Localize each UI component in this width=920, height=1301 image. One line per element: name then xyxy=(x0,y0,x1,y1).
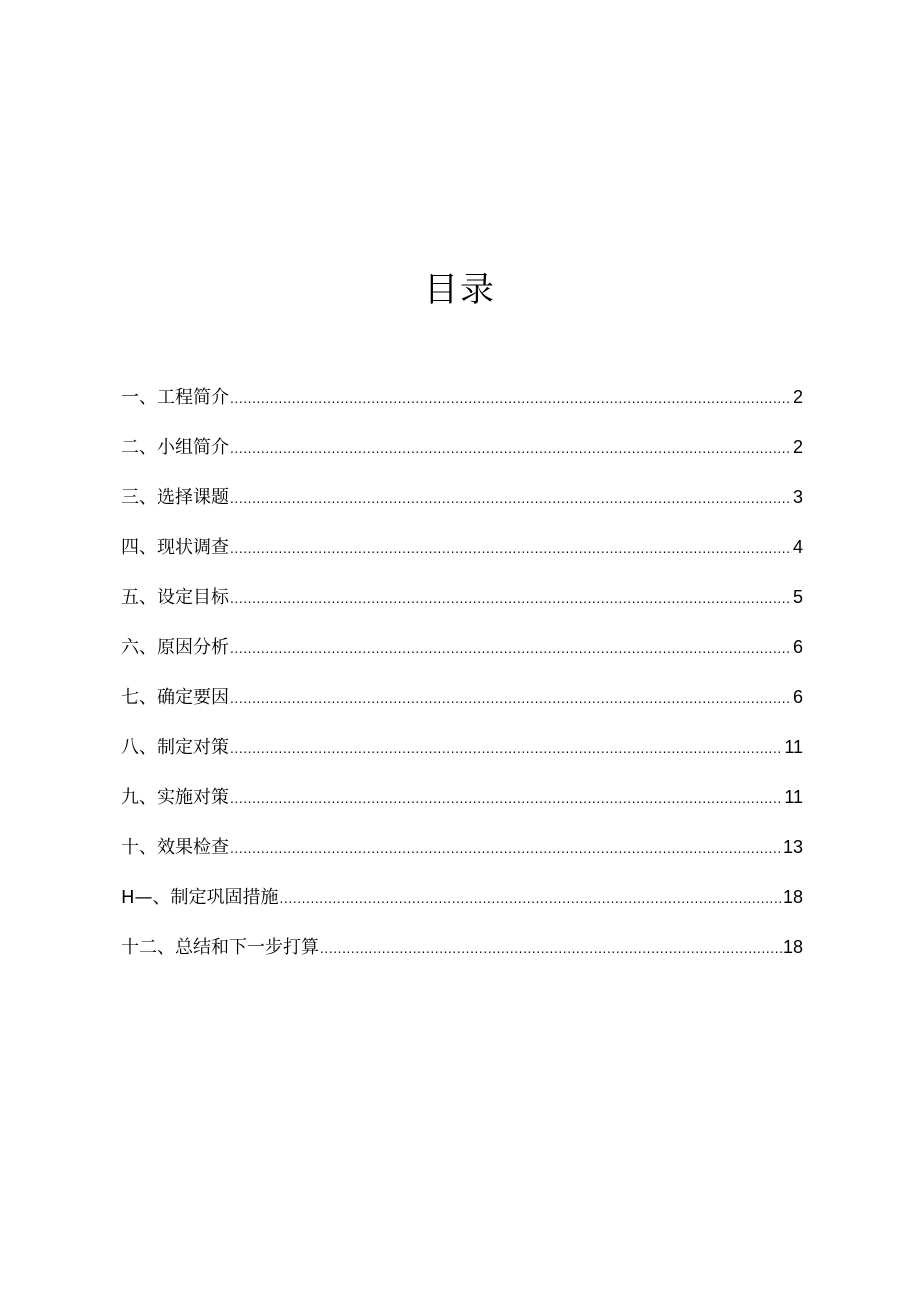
toc-page-number: 2 xyxy=(792,387,803,407)
toc-dot-leader xyxy=(230,836,782,862)
toc-page-number: 13 xyxy=(782,837,803,857)
toc-entry[interactable] xyxy=(121,584,803,634)
toc-entry-label: 九、实施对策 xyxy=(121,787,229,808)
toc-entry[interactable] xyxy=(121,884,803,934)
table-of-contents xyxy=(121,384,803,984)
toc-page-number: 4 xyxy=(792,537,803,557)
toc-entry-label: 二、小组简介 xyxy=(121,437,229,458)
toc-dot-leader xyxy=(230,786,783,812)
toc-page-number: 18 xyxy=(782,887,803,907)
toc-entry[interactable] xyxy=(121,484,803,534)
toc-entry[interactable] xyxy=(121,434,803,484)
toc-entry[interactable] xyxy=(121,384,803,434)
toc-page-number: 18 xyxy=(782,937,803,957)
toc-dot-leader xyxy=(320,936,782,962)
toc-entry[interactable] xyxy=(121,534,803,584)
toc-entry-label: 八、制定对策 xyxy=(121,737,229,758)
toc-entry-label: 六、原因分析 xyxy=(121,637,229,658)
toc-page-number: 11 xyxy=(784,737,803,757)
toc-entry[interactable] xyxy=(121,684,803,734)
toc-dot-leader xyxy=(230,486,792,512)
toc-page-number: 2 xyxy=(792,437,803,457)
toc-page-number: 6 xyxy=(792,687,803,707)
toc-entry-label: 五、设定目标 xyxy=(121,587,229,608)
toc-dot-leader xyxy=(230,586,792,612)
toc-dot-leader xyxy=(230,536,792,562)
toc-entry-label: 十、效果检查 xyxy=(121,837,229,858)
toc-entry[interactable] xyxy=(121,934,803,984)
toc-page-number: 5 xyxy=(792,587,803,607)
toc-dot-leader xyxy=(280,886,782,912)
toc-page-number: 11 xyxy=(784,787,803,807)
toc-entry-label: 三、选择课题 xyxy=(121,487,229,508)
toc-entry-label: 四、现状调查 xyxy=(121,537,229,558)
toc-dot-leader xyxy=(230,436,792,462)
toc-entry[interactable] xyxy=(121,634,803,684)
toc-dot-leader xyxy=(230,386,792,412)
toc-dot-leader xyxy=(230,686,792,712)
toc-entry[interactable] xyxy=(121,734,803,784)
toc-entry-label: 一、工程简介 xyxy=(121,387,229,408)
toc-dot-leader xyxy=(230,636,792,662)
toc-entry[interactable] xyxy=(121,834,803,884)
toc-entry[interactable] xyxy=(121,784,803,834)
toc-entry-label: 七、确定要因 xyxy=(121,687,229,708)
toc-entry-label: 十二、总结和下一步打算 xyxy=(121,937,319,958)
toc-page-number: 3 xyxy=(792,487,803,507)
toc-page-number: 6 xyxy=(792,637,803,657)
toc-entry-label: H—、制定巩固措施 xyxy=(121,887,279,908)
page-title: 目录 xyxy=(424,270,496,310)
toc-dot-leader xyxy=(230,736,783,762)
